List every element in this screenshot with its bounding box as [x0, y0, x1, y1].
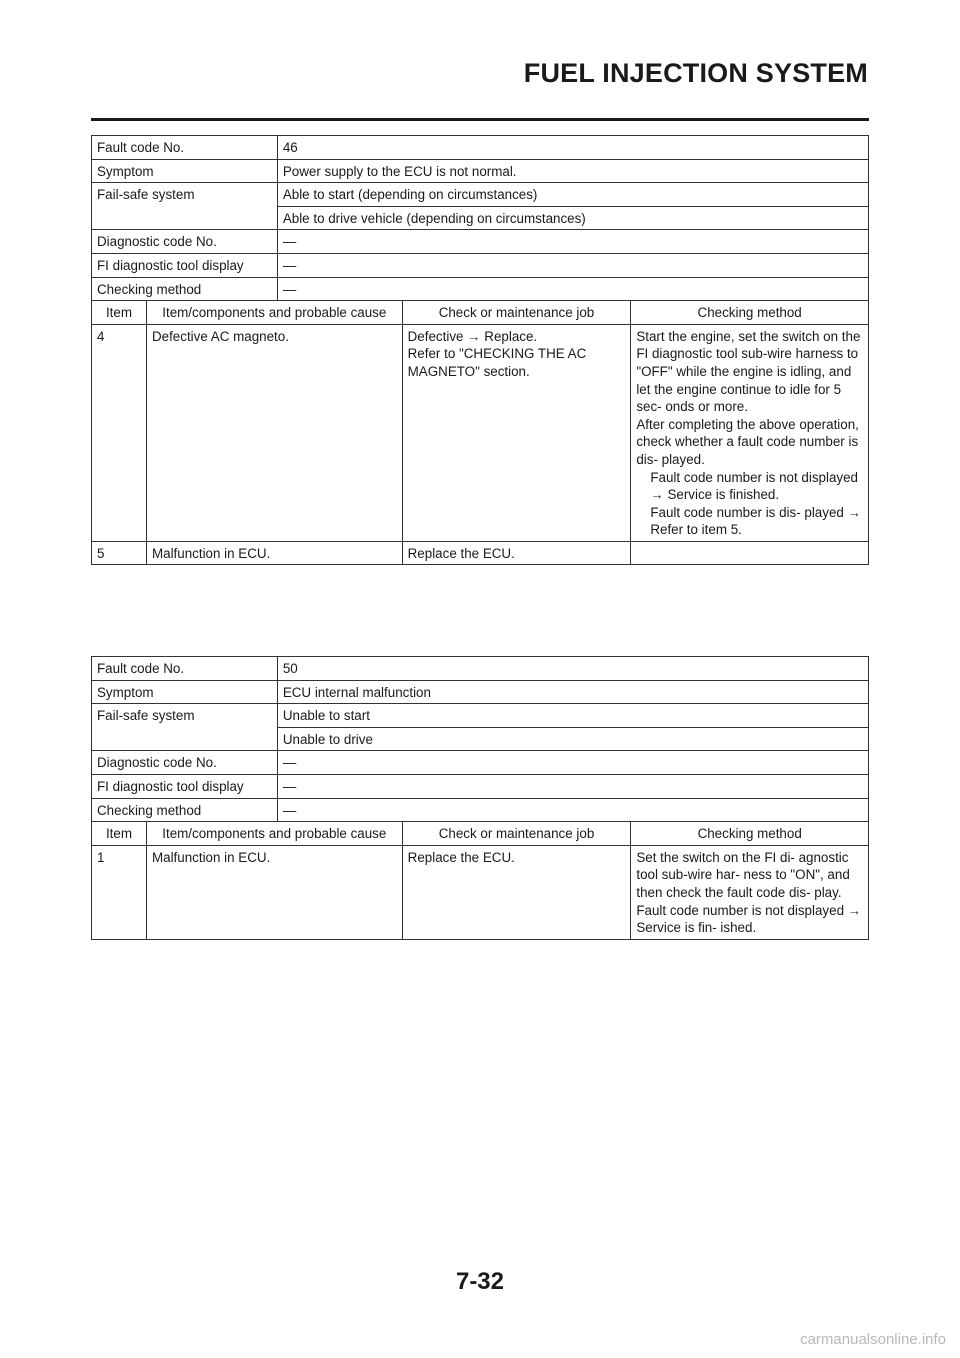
method-cell [631, 541, 869, 565]
page-title: FUEL INJECTION SYSTEM [523, 58, 868, 88]
method-line: Fault code number is not displayed → Service is fin- ished. [636, 902, 862, 936]
job-line: Defective → Replace. [407, 328, 538, 344]
method-line: Start the engine, set the switch on the FI diagnostic tool sub-wire harness to "OFF" while the engine is idling, and let the engine continue to idle for 5 sec- onds or more. [636, 328, 861, 415]
table-header-row [92, 822, 869, 846]
table-row [92, 277, 869, 301]
watermark: carmanualsonline.info [800, 1331, 946, 1348]
col-job-header: Check or maintenance job [402, 822, 631, 846]
method-line: After completing the above operation, check whether a fault code number is dis- played. [636, 416, 859, 467]
table-row [92, 798, 869, 822]
checking-method-value: — [277, 277, 868, 301]
fault-code-label: Fault code No. [92, 657, 278, 681]
fi-tool-value: — [277, 774, 868, 798]
table-row [92, 657, 869, 681]
method-cell [631, 845, 869, 939]
checking-method-label: Checking method [92, 277, 278, 301]
diag-code-label: Diagnostic code No. [92, 230, 278, 254]
table-row [92, 680, 869, 704]
fi-tool-value: — [277, 253, 868, 277]
fault-code-value: 50 [277, 657, 868, 681]
col-cause-header: Item/components and probable cause [146, 822, 402, 846]
table-row [92, 774, 869, 798]
diag-code-value: — [277, 230, 868, 254]
cause-cell: Malfunction in ECU. [146, 845, 402, 939]
item-number: 5 [92, 541, 147, 565]
cause-cell: Malfunction in ECU. [146, 541, 402, 565]
fi-tool-label: FI diagnostic tool display [92, 774, 278, 798]
failsafe-value: Unable to start [277, 704, 868, 728]
table-row [92, 183, 869, 207]
table-row [92, 704, 869, 728]
fi-tool-label: FI diagnostic tool display [92, 253, 278, 277]
method-line: Set the switch on the FI di- agnostic tool sub-wire har- ness to "ON", and then check the fault code dis- play. [636, 849, 850, 900]
fault-code-label: Fault code No. [92, 136, 278, 160]
table-row [92, 159, 869, 183]
table-row [92, 136, 869, 160]
job-line: Refer to "CHECKING THE AC MAGNETO" section. [407, 346, 587, 379]
table-header-row [92, 301, 869, 325]
method-line: Fault code number is dis- played → Refer to item 5. [650, 504, 861, 538]
col-item-header: Item [92, 301, 147, 325]
col-cause-header: Item/components and probable cause [146, 301, 402, 325]
symptom-value: Power supply to the ECU is not normal. [277, 159, 868, 183]
table-row [92, 230, 869, 254]
job-cell: Replace the ECU. [402, 845, 631, 939]
failsafe-value: Able to start (depending on circumstances) [277, 183, 868, 207]
failsafe-value: Unable to drive [277, 727, 868, 751]
col-method-header: Checking method [631, 301, 869, 325]
failsafe-label: Fail-safe system [92, 183, 278, 230]
item-number: 4 [92, 324, 147, 541]
checking-method-value: — [277, 798, 868, 822]
table-row [92, 541, 869, 565]
diag-code-value: — [277, 751, 868, 775]
fault-table-46 [91, 135, 869, 565]
col-item-header: Item [92, 822, 147, 846]
symptom-label: Symptom [92, 159, 278, 183]
col-method-header: Checking method [631, 822, 869, 846]
fault-table-50 [91, 656, 869, 940]
symptom-value: ECU internal malfunction [277, 680, 868, 704]
header-rule [91, 118, 869, 121]
page-number: 7-32 [455, 1268, 505, 1295]
job-cell: Replace the ECU. [402, 541, 631, 565]
table-row [92, 253, 869, 277]
failsafe-value: Able to drive vehicle (depending on circumstances) [277, 206, 868, 230]
col-job-header: Check or maintenance job [402, 301, 631, 325]
job-cell [402, 324, 631, 541]
fault-code-value: 46 [277, 136, 868, 160]
cause-cell: Defective AC magneto. [146, 324, 402, 541]
method-line: Fault code number is not displayed → Service is finished. [650, 469, 859, 503]
table-row [92, 324, 869, 541]
method-cell [631, 324, 869, 541]
failsafe-label: Fail-safe system [92, 704, 278, 751]
table-row [92, 751, 869, 775]
symptom-label: Symptom [92, 680, 278, 704]
diag-code-label: Diagnostic code No. [92, 751, 278, 775]
table-row [92, 845, 869, 939]
item-number: 1 [92, 845, 147, 939]
checking-method-label: Checking method [92, 798, 278, 822]
